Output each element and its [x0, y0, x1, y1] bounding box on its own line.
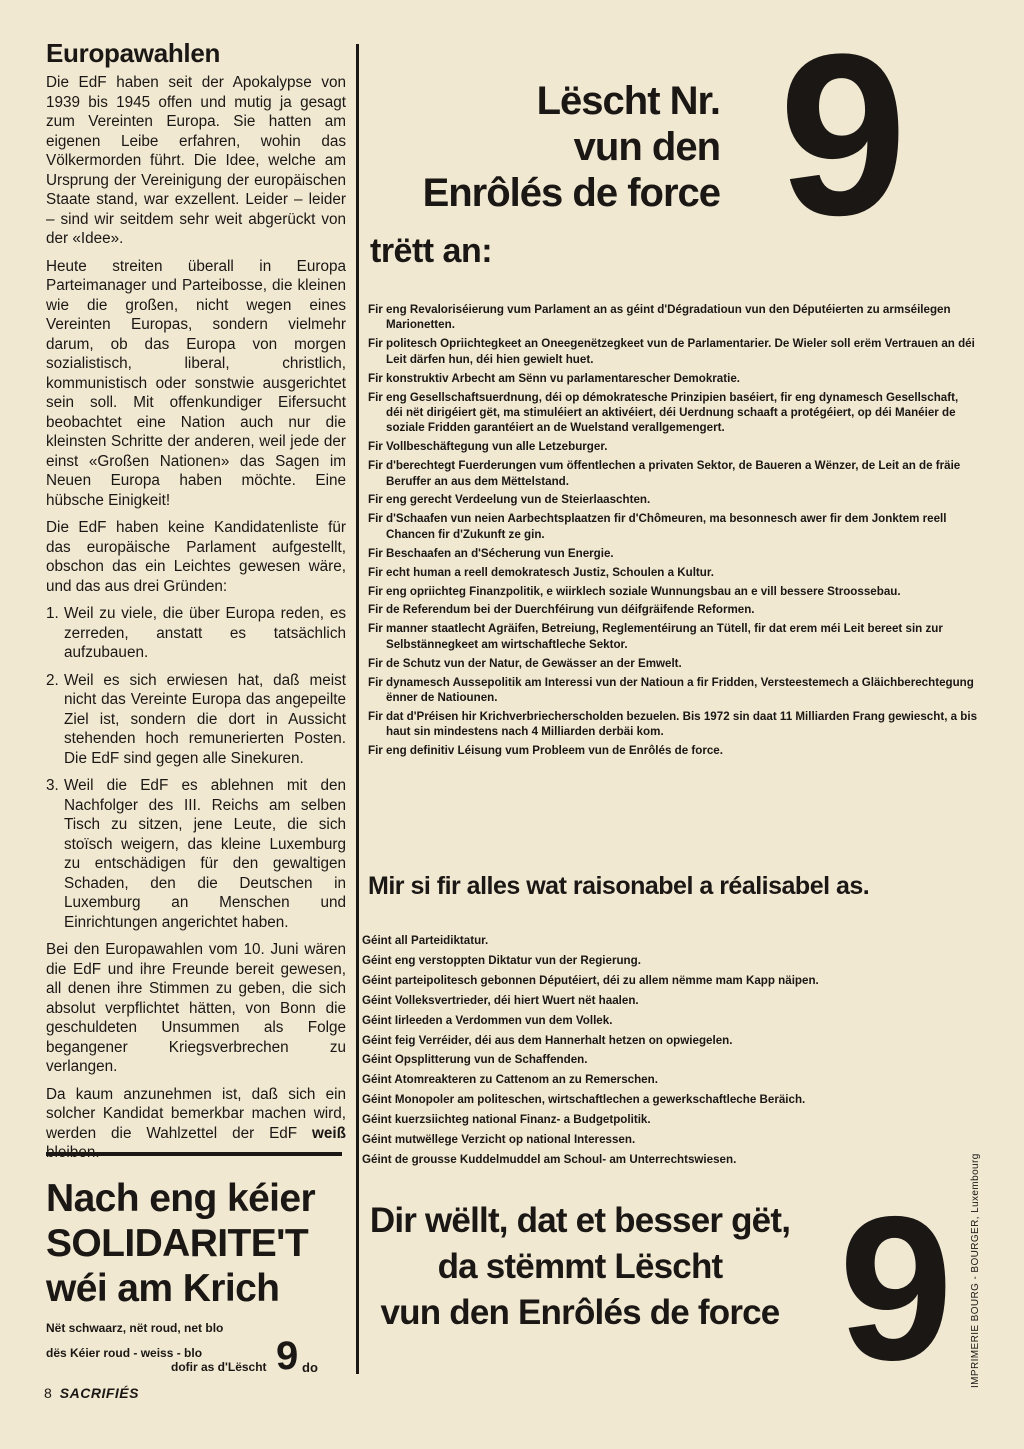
against-item: Géint Atomreakteren zu Cattenom an zu Remerschen. [362, 1073, 658, 1087]
paragraph-2: Heute streiten überall in Europa Parteimanager und Parteibosse, die kleinen wie die großen, nicht wegen eines Vereinten Europas, sondern vielmehr darum, ob das Europa von morgen sozialistisch, liberal, christlich, kommunistisch oder sonstwie ausgerichtet sein soll. Mit offenkundiger Eifersucht beobachtet eine Nation auch nur die kleinsten Schritte der anderen, weil jede der einst «Großen Nationen» das Sagen im Neuen Europa haben möchte. Eine hübsche Einigkeit! [46, 257, 346, 509]
paragraph-4: Bei den Europawahlen vom 10. Juni wären die EdF und ihre Freunde bereit gewesen, all denen ihre Stimmen zu geben, die sich absolut verpflichtet hätten, von Bonn die geschuldeten Unsummen als Folge begangener Kriegsverbrechen zu verlangen. [46, 941, 346, 1075]
solidarite-line-3: wéi am Krich [46, 1267, 280, 1310]
list-number-large-bottom: 9 [838, 1174, 945, 1403]
against-item: Géint all Parteidiktatur. [362, 934, 489, 947]
against-list [362, 933, 972, 1172]
paragraph-5: Da kaum anzunehmen ist, daß sich ein solcher Kandidat bemerkbar machen wird, werden die Wahlzettel der EdF weiß [46, 1085, 347, 1142]
demand-item: Fir eng Gesellschaftsuerdnung, déi op démokratesche Prinzipien baséiert, fir eng dynamesch Gesellschaft, déi nët dirigéiert gët, ma stimuléiert an aktivéiert, déi Uerdnung schaaft a protégéiert, op déi Manéier de soziale Fridden garantéiert an de Wuelstand verallgemengert. [368, 390, 959, 435]
solidarite-block [46, 1176, 346, 1378]
against-item: Géint feig Verréider, déi aus dem Hannerhalt hetzen on opwiegelen. [362, 1033, 733, 1047]
paragraph-1: Die EdF haben seit der Apokalypse von 1939 bis 1945 offen und mutig ja gesagt zum Vereinten Europa. Sie hatten am eigenen Leibe erfahren, wohin das Völkermorden führt. Die Idee, welche am Ursprung der Vereinigung der europäischen Staate stand, war exzellent. Leider – leider – sind wir seitdem sehr weit abgerückt von der «Idee». [46, 74, 346, 247]
left-column [46, 38, 346, 1171]
demand-item: Fir dynamesch Aussepolitik am Interessi vun der Natioun a fir Fridden, Versteestemech a Gläichberechtegung ënner de Natiounen. [368, 675, 974, 704]
demand-item: Fir manner staatlecht Agräifen, Betreiung, Reglementéirung an Tütell, fir dat erem méi Leit bereet sin zur Selbstännegkeet am wirtschaftleche Sektor. [368, 622, 943, 651]
against-item: Géint eng verstoppten Diktatur vun der Regierung. [362, 953, 641, 967]
demand-item: Fir d'berechtegt Fuerderungen vum öffentlechen a privaten Sektor, de Baueren a Wënzer, de Leit an de fräie Beruffer an aus dem Mëttelstand. [368, 459, 961, 488]
demand-item: Fir de Schutz vun der Natur, de Gewässer an der Emwelt. [368, 656, 682, 670]
closing-slogan [360, 1198, 800, 1336]
demand-item: Fir Vollbeschäftegung vun alle Letzeburger. [368, 440, 608, 454]
against-item: Géint Opsplitterung vun de Schaffenden. [362, 1053, 588, 1067]
demand-item: Fir politesch Opriichtegkeet an Oneegenëtzegkeet vun de Parlamentarier. De Wieler soll erëm Vertrauen an déi Leit därfen hun, déi hien gewielt huet. [368, 337, 975, 366]
against-item: Géint kuerzsiichteg national Finanz- a Budgetpolitik. [362, 1113, 651, 1127]
trett-an: trëtt an: [370, 232, 493, 270]
reason-item: 2. Weil es sich erwiesen hat, daß meist nicht das Vereinte Europa das angepeilte Ziel ist, sondern die dort in Aussicht stehenden hoch remunerierten Posten. Die EdF sind gegen alle Sinekuren. [46, 671, 346, 767]
closing-line-3: vun den Enrôlés de force [380, 1293, 780, 1332]
reasons-list [46, 604, 346, 932]
against-item: Géint parteipolitesch gebonnen Députéiert, déi zu allem nëmme mam Kapp näipen. [362, 973, 819, 987]
section-title: Europawahlen [46, 38, 221, 68]
list-number-large-top: 9 [779, 6, 897, 263]
horizontal-rule [46, 1152, 342, 1156]
imprint-credit: IMPRIMERIE BOURG - BOURGER, Luxembourg [970, 1153, 981, 1388]
demand-item: Fir eng gerecht Verdeelung vun de Steierlaaschten. [368, 493, 651, 507]
page-number: 8 [44, 1385, 52, 1401]
mir-heading: Mir si fir alles wat raisonabel a réalisabel as. [368, 872, 870, 900]
solidarite-line-1: Nach eng kéier [46, 1177, 316, 1220]
sacrifies-logo: SACRIFIÉS [59, 1385, 139, 1401]
demand-item: Fir d'Schaafen vun neien Aarbechtsplaatzen fir d'Chômeuren, ma besonnesch awer fir dem Jonktem reell Chancen fir d'Zukunft ze gin. [368, 512, 947, 541]
against-item: Géint Volleksvertrieder, déi hiert Wuert nët haalen. [362, 993, 639, 1007]
page-footer [44, 1385, 139, 1401]
list-number-small: 9 [276, 1334, 297, 1378]
solidarite-subtext-3: dofir as d'Lëscht [171, 1360, 267, 1374]
column-divider [356, 44, 359, 1374]
solidarite-subtext-1: Nët schwaarz, nët roud, net blo [46, 1321, 224, 1335]
demand-item: Fir eng Revaloriséierung vum Parlament an as géint d'Dégradatioun vun den Députéierten zu armséilegen Marionetten. [368, 303, 951, 332]
demand-item: Fir konstruktiv Arbecht am Sënn vu parlamentarescher Demokratie. [368, 371, 740, 385]
against-item: Géint Monopoler am politeschen, wirtschaftlechen a gewerkschaftleche Beräich. [362, 1093, 806, 1107]
demands-list [368, 302, 978, 762]
headline-line-1: Lëscht Nr. [536, 79, 720, 123]
list-number-suffix: do [302, 1360, 318, 1375]
headline-line-2: vun den [573, 125, 720, 169]
against-item: Géint de grousse Kuddelmuddel am Schoul- am Unterrechtswiesen. [362, 1152, 737, 1166]
closing-line-1: Dir wëllt, dat et besser gët, [369, 1201, 791, 1240]
emphasis-weiss: weiß [312, 1124, 347, 1142]
solidarite-line-2: SOLIDARITE'T [46, 1222, 309, 1265]
solidarite-subtext-2: dës Kéier roud - weiss - blo [46, 1346, 203, 1360]
against-item: Géint mutwëllege Verzicht op national Interessen. [362, 1133, 636, 1147]
headline [390, 78, 720, 216]
paragraph-3: Die EdF haben keine Kandidatenliste für das europäische Parlament aufgestellt, obschon das ein Leichtes gewesen wäre, und das aus drei Gründen: [46, 519, 346, 595]
demand-item: Fir de Referendum bei der Duerchféirung vun déifgräifende Reformen. [368, 603, 755, 617]
demand-item: Fir eng opriichteg Finanzpolitik, e wiirklech soziale Wunnungsbau an e vill bessere Stroossebau. [368, 584, 901, 598]
headline-line-3: Enrôlés de force [422, 171, 720, 215]
demand-item: Fir echt human a reell demokratesch Justiz, Schoulen a Kultur. [368, 565, 714, 579]
demand-item: Fir eng definitiv Léisung vum Probleem vun de Enrôlés de force. [368, 744, 723, 758]
against-item: Géint Iirleeden a Verdommen vun dem Vollek. [362, 1013, 613, 1027]
closing-line-2: da stëmmt Lëscht [437, 1247, 723, 1286]
reason-item: 1. Weil zu viele, die über Europa reden, es zerreden, anstatt es tatsächlich aufzubauen. [46, 605, 346, 661]
demand-item: Fir Beschaafen an d'Sécherung vun Energie. [368, 546, 614, 560]
reason-item: 3. Weil die EdF es ablehnen mit den Nachfolger des III. Reichs am selben Tisch zu sitzen, jene Leute, die sich stoïsch weigern, das kleine Luxemburg zu entschädigen für den gewaltigen Schaden, den die Deutschen in Luxemburg an Menschen und Einrichtungen angerichtet haben. [46, 777, 346, 931]
demand-item: Fir dat d'Préisen hir Krichverbriecherscholden bezuelen. Bis 1972 sin daat 11 Milliarden Frang gewiescht, a bis haut sin mindestens nach 4 Milliarden derbäi kom. [368, 709, 978, 739]
